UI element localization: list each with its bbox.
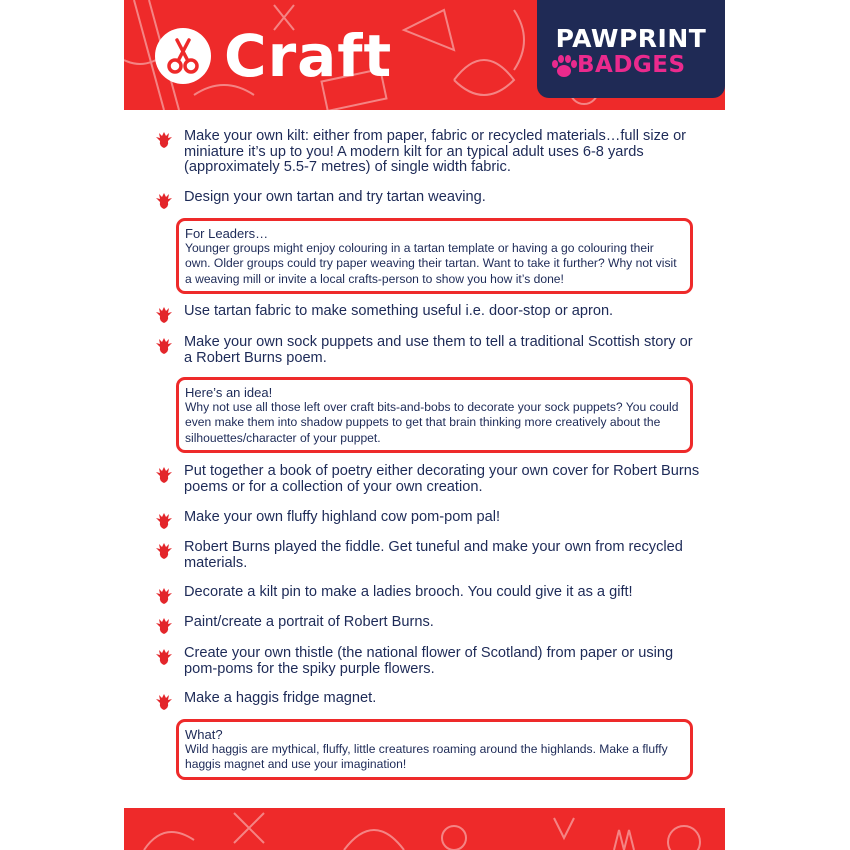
- item-text: Design your own tartan and try tartan weaving.: [184, 189, 486, 205]
- doodle-background: [124, 808, 725, 850]
- item-text: Make a haggis fridge magnet.: [184, 690, 377, 706]
- paw-icon: [551, 55, 577, 79]
- thistle-icon: [154, 336, 174, 356]
- thistle-icon: [154, 647, 174, 667]
- item-text: Put together a book of poetry either decorating your own cover for Robert Burns poems or for a collection of your own creation.: [184, 463, 700, 495]
- logo-text-pawprint: PAWPRINT: [555, 24, 707, 53]
- thistle-icon: [154, 511, 174, 531]
- note-body: Wild haggis are mythical, fluffy, little creatures roaming around the highlands. Make a fluffy haggis magnet and use your imagination!: [185, 742, 668, 772]
- thistle-icon: [154, 616, 174, 636]
- note-title: Here’s an idea!: [185, 385, 273, 400]
- header-banner: [124, 0, 725, 110]
- thistle-icon: [154, 465, 174, 485]
- thistle-icon: [154, 191, 174, 211]
- note-title: What?: [185, 727, 223, 742]
- thistle-icon: [154, 541, 174, 561]
- thistle-icon: [154, 305, 174, 325]
- note-body: Younger groups might enjoy colouring in a tartan template or having a go colouring their own. Older groups could try paper weaving their tartan. Want to take it further? Why not visit a weaving mill or invite a local crafts-person to show you how it’s done!: [185, 241, 677, 286]
- item-text: Use tartan fabric to make something useful i.e. door-stop or apron.: [184, 303, 614, 319]
- item-text: Make your own sock puppets and use them to tell a traditional Scottish story or a Robert Burns poem.: [184, 334, 693, 366]
- note-box-idea: [176, 377, 693, 453]
- item-text: Robert Burns played the fiddle. Get tuneful and make your own from recycled materials.: [184, 539, 683, 571]
- note-title: For Leaders…: [185, 226, 269, 241]
- logo-text-badges: BADGES: [577, 52, 686, 78]
- item-text: Make your own kilt: either from paper, fabric or recycled materials…full size or miniature it’s up to you! A modern kilt for an typical adult uses 6-8 yards (approximately 5.5-7 metres) of single width fabric.: [184, 128, 687, 175]
- note-box-for-leaders: [176, 218, 693, 294]
- item-text: Paint/create a portrait of Robert Burns.: [184, 614, 434, 630]
- thistle-icon: [154, 130, 174, 150]
- item-text: Decorate a kilt pin to make a ladies brooch. You could give it as a gift!: [184, 584, 633, 600]
- thistle-icon: [154, 692, 174, 712]
- note-box-what: [176, 719, 693, 780]
- pawprint-badges-logo: [537, 0, 725, 98]
- item-text: Create your own thistle (the national flower of Scotland) from paper or using pom-poms for the spiky purple flowers.: [184, 645, 674, 677]
- footer-banner: [124, 808, 725, 850]
- thistle-icon: [154, 586, 174, 606]
- document-page: [124, 0, 725, 850]
- note-body: Why not use all those left over craft bits-and-bobs to decorate your sock puppets? You could even make them into shadow puppets to get that brain thinking more creatively about the silhouettes/character of your puppet.: [185, 400, 679, 445]
- page-title: Craft: [224, 22, 393, 90]
- scissors-icon: [155, 28, 211, 84]
- item-text: Make your own fluffy highland cow pom-pom pal!: [184, 509, 501, 525]
